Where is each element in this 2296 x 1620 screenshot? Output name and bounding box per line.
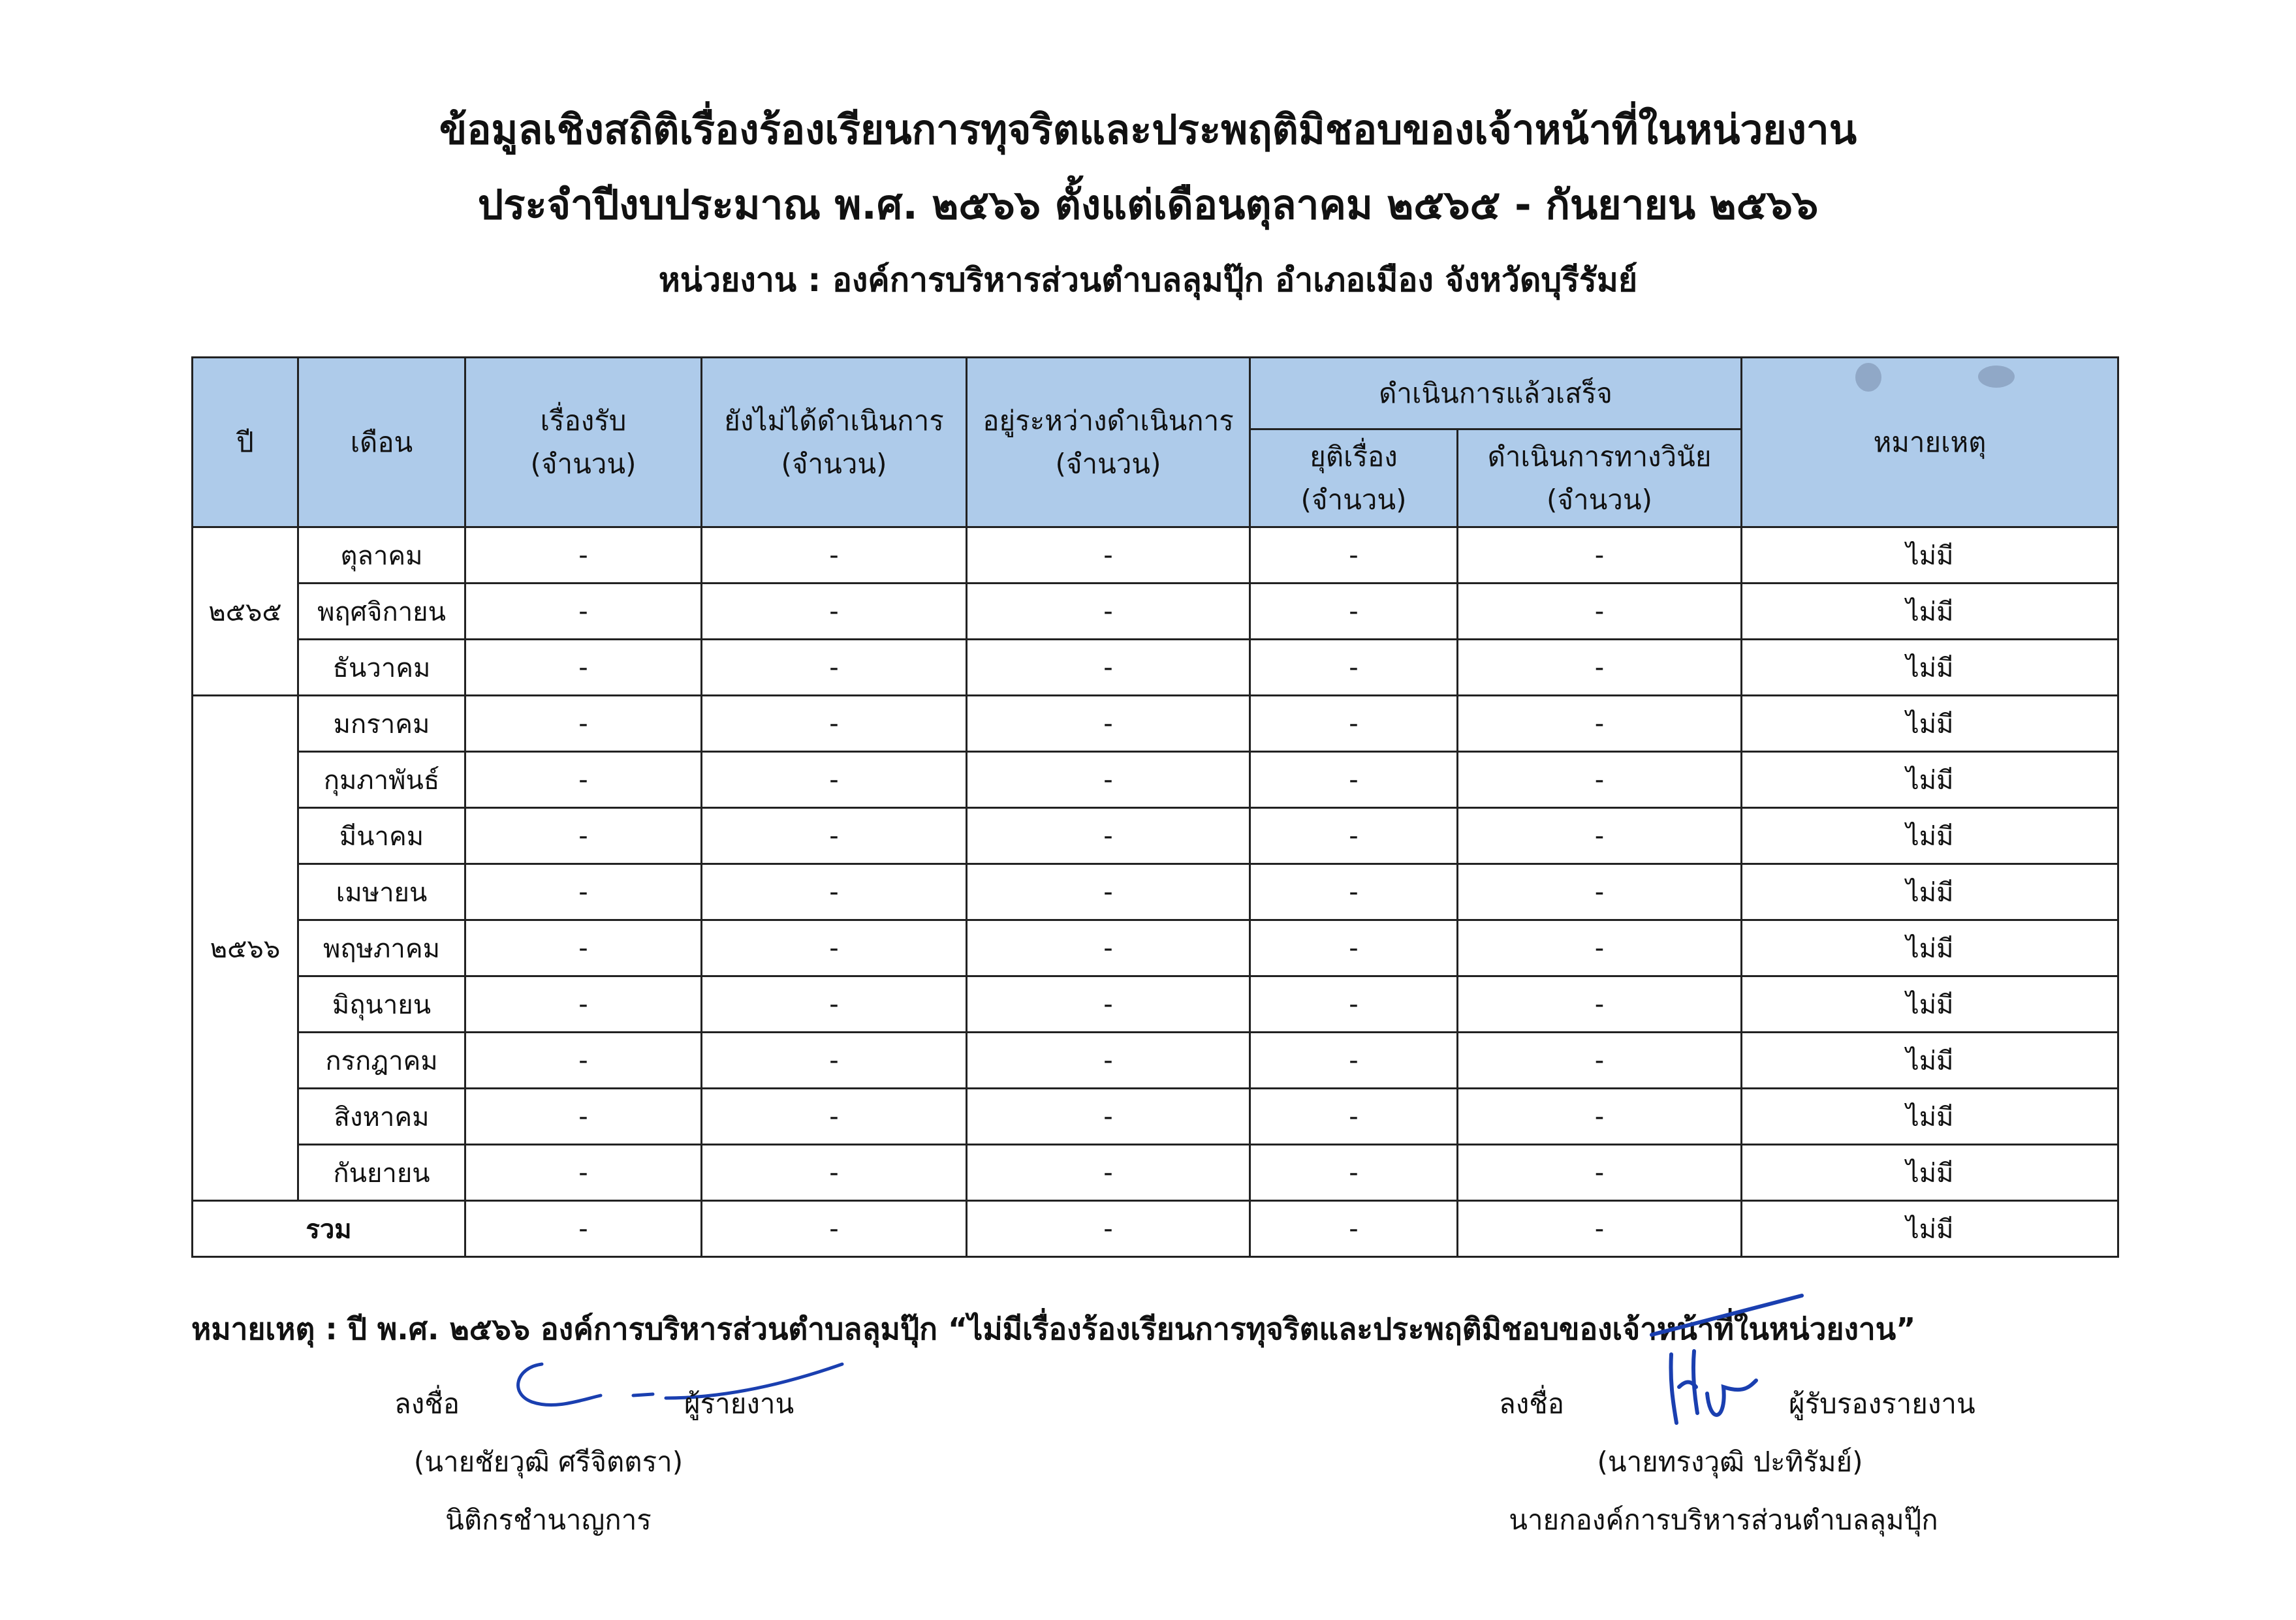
count-cell: -: [1250, 920, 1458, 976]
count-cell: -: [967, 584, 1250, 640]
reporter-position: นิติกรชำนาญการ: [445, 1504, 652, 1536]
remark-cell: ไม่มี: [1742, 808, 2118, 864]
footer-note: หมายเหตุ : ปี พ.ศ. ๒๕๖๖ องค์การบริหารส่วนตำบลลุมปุ๊ก “ไม่มีเรื่องร้องเรียนการทุจริตและประพฤติมิชอบของเจ้าหน้าที่ในหน่วยงาน”: [191, 1311, 1916, 1347]
header-disciplinary-unit: (จำนวน): [1547, 483, 1652, 516]
count-cell: -: [1250, 1089, 1458, 1145]
count-cell: -: [1250, 696, 1458, 752]
count-cell: -: [1250, 752, 1458, 808]
count-cell: -: [465, 584, 702, 640]
document-agency: หน่วยงาน : องค์การบริหารส่วนตำบลลุมปุ๊ก อำเภอเมือง จังหวัดบุรีรัมย์: [658, 261, 1638, 299]
remark-cell: ไม่มี: [1742, 640, 2118, 696]
header-remark: หมายเหตุ: [1742, 358, 2118, 527]
count-cell: -: [1458, 696, 1742, 752]
count-cell: -: [967, 696, 1250, 752]
count-cell: -: [465, 640, 702, 696]
count-cell: -: [465, 976, 702, 1033]
count-cell: -: [1458, 976, 1742, 1033]
count-cell: -: [702, 808, 967, 864]
count-cell: -: [465, 696, 702, 752]
header-terminated-label: ยุติเรื่อง: [1310, 441, 1398, 473]
count-cell: -: [1458, 640, 1742, 696]
count-cell: -: [1458, 1033, 1742, 1089]
remark-cell: ไม่มี: [1742, 1145, 2118, 1201]
header-in-progress-unit: (จำนวน): [1055, 447, 1161, 480]
remark-cell: ไม่มี: [1742, 1089, 2118, 1145]
header-completed-group: ดำเนินการแล้วเสร็จ: [1250, 358, 1742, 429]
count-cell: -: [702, 696, 967, 752]
count-cell: -: [1458, 584, 1742, 640]
remark-cell: ไม่มี: [1742, 1033, 2118, 1089]
header-terminated-unit: (จำนวน): [1300, 483, 1407, 516]
table-row: [193, 808, 2118, 864]
ink-smudge-mark: [1978, 366, 2015, 388]
count-cell: -: [702, 752, 967, 808]
count-cell: -: [1250, 808, 1458, 864]
month-cell: ตุลาคม: [298, 527, 465, 584]
count-cell: -: [465, 808, 702, 864]
approver-sign-label: ลงชื่อ: [1499, 1388, 1564, 1420]
year-cell: ๒๕๖๕: [193, 527, 298, 696]
count-cell: -: [1458, 1089, 1742, 1145]
table-row: [193, 696, 2118, 752]
count-cell: -: [967, 864, 1250, 920]
total-count-cell: -: [465, 1201, 702, 1257]
total-count-cell: -: [967, 1201, 1250, 1257]
month-cell: เมษายน: [298, 864, 465, 920]
count-cell: -: [1458, 1145, 1742, 1201]
header-not-started: [702, 358, 967, 527]
count-cell: -: [967, 527, 1250, 584]
count-cell: -: [702, 584, 967, 640]
count-cell: -: [1250, 584, 1458, 640]
count-cell: -: [967, 920, 1250, 976]
complaint-statistics-table: [191, 356, 2119, 1258]
header-year: ปี: [193, 358, 298, 527]
count-cell: -: [702, 1145, 967, 1201]
count-cell: -: [967, 976, 1250, 1033]
document-title: ข้อมูลเชิงสถิติเรื่องร้องเรียนการทุจริตและประพฤติมิชอบของเจ้าหน้าที่ในหน่วยงาน: [439, 106, 1857, 153]
count-cell: -: [465, 1033, 702, 1089]
header-received-unit: (จำนวน): [530, 447, 637, 480]
count-cell: -: [1458, 527, 1742, 584]
count-cell: -: [465, 1089, 702, 1145]
count-cell: -: [702, 864, 967, 920]
count-cell: -: [1250, 1145, 1458, 1201]
count-cell: -: [465, 920, 702, 976]
count-cell: -: [1250, 976, 1458, 1033]
remark-cell: ไม่มี: [1742, 527, 2118, 584]
count-cell: -: [967, 808, 1250, 864]
count-cell: -: [967, 1033, 1250, 1089]
count-cell: -: [1458, 920, 1742, 976]
count-cell: -: [465, 752, 702, 808]
reporter-sign-label: ลงชื่อ: [394, 1388, 460, 1420]
ink-smudge-mark: [1855, 363, 1881, 392]
count-cell: -: [702, 920, 967, 976]
approver-position: นายกองค์การบริหารส่วนตำบลลุมปุ๊ก: [1509, 1504, 1938, 1536]
header-received-label: เรื่องรับ: [540, 405, 627, 437]
count-cell: -: [967, 752, 1250, 808]
remark-cell: ไม่มี: [1742, 864, 2118, 920]
remark-cell: ไม่มี: [1742, 920, 2118, 976]
count-cell: -: [967, 1145, 1250, 1201]
header-received: [465, 358, 702, 527]
count-cell: -: [702, 976, 967, 1033]
remark-cell: ไม่มี: [1742, 584, 2118, 640]
month-cell: พฤศจิกายน: [298, 584, 465, 640]
count-cell: -: [702, 527, 967, 584]
table-row: [193, 640, 2118, 696]
count-cell: -: [1458, 752, 1742, 808]
count-cell: -: [1250, 527, 1458, 584]
month-cell: มกราคม: [298, 696, 465, 752]
header-month: เดือน: [298, 358, 465, 527]
table-row: [193, 752, 2118, 808]
header-not-started-unit: (จำนวน): [781, 447, 887, 480]
document-subtitle-period: ประจำปีงบประมาณ พ.ศ. ๒๕๖๖ ตั้งแต่เดือนตุลาคม ๒๕๖๕ - กันยายน ๒๕๖๖: [477, 181, 1819, 228]
total-row: [193, 1201, 2118, 1257]
count-cell: -: [465, 864, 702, 920]
total-count-cell: -: [702, 1201, 967, 1257]
month-cell: มิถุนายน: [298, 976, 465, 1033]
count-cell: -: [702, 1033, 967, 1089]
month-cell: ธันวาคม: [298, 640, 465, 696]
count-cell: -: [465, 1145, 702, 1201]
count-cell: -: [1458, 808, 1742, 864]
count-cell: -: [1250, 864, 1458, 920]
month-cell: กุมภาพันธ์: [298, 752, 465, 808]
remark-cell: ไม่มี: [1742, 976, 2118, 1033]
total-label: รวม: [193, 1201, 465, 1257]
header-terminated: [1250, 429, 1458, 527]
count-cell: -: [1250, 1033, 1458, 1089]
remark-cell: ไม่มี: [1742, 752, 2118, 808]
count-cell: -: [967, 640, 1250, 696]
month-cell: กรกฎาคม: [298, 1033, 465, 1089]
table-row: [193, 1033, 2118, 1089]
count-cell: -: [1250, 640, 1458, 696]
header-disciplinary: [1458, 429, 1742, 527]
header-disciplinary-label: ดำเนินการทางวินัย: [1487, 441, 1712, 473]
header-not-started-label: ยังไม่ได้ดำเนินการ: [724, 405, 944, 437]
month-cell: พฤษภาคม: [298, 920, 465, 976]
table-row: [193, 527, 2118, 584]
approver-name: (นายทรงวุฒิ ปะทิรัมย์): [1597, 1446, 1863, 1478]
total-count-cell: -: [1458, 1201, 1742, 1257]
count-cell: -: [967, 1089, 1250, 1145]
remark-cell: ไม่มี: [1742, 696, 2118, 752]
count-cell: -: [702, 640, 967, 696]
year-cell: ๒๕๖๖: [193, 696, 298, 1201]
table-row: [193, 976, 2118, 1033]
reporter-role: ผู้รายงาน: [684, 1388, 794, 1420]
table-row: [193, 864, 2118, 920]
month-cell: สิงหาคม: [298, 1089, 465, 1145]
count-cell: -: [1458, 864, 1742, 920]
total-count-cell: -: [1250, 1201, 1458, 1257]
header-in-progress: [967, 358, 1250, 527]
table-row: [193, 1145, 2118, 1201]
table-row: [193, 584, 2118, 640]
header-in-progress-label: อยู่ระหว่างดำเนินการ: [983, 405, 1234, 437]
count-cell: -: [702, 1089, 967, 1145]
month-cell: กันยายน: [298, 1145, 465, 1201]
table-row: [193, 1089, 2118, 1145]
reporter-name: (นายชัยวุฒิ ศรีจิตตรา): [413, 1446, 684, 1478]
month-cell: มีนาคม: [298, 808, 465, 864]
total-remark-cell: ไม่มี: [1742, 1201, 2118, 1257]
count-cell: -: [465, 527, 702, 584]
table-row: [193, 920, 2118, 976]
approver-role: ผู้รับรองรายงาน: [1789, 1388, 1975, 1420]
